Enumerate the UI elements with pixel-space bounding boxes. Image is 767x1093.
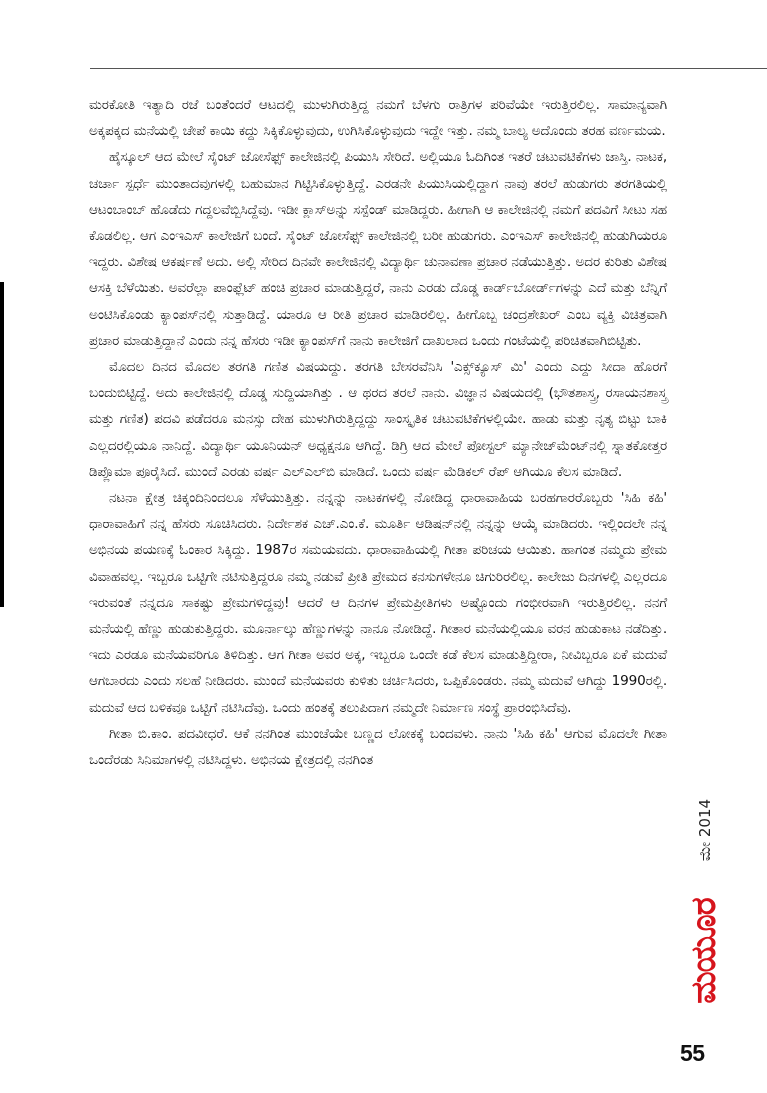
magazine-masthead (680, 770, 728, 1060)
page-number: 55 (680, 1040, 705, 1066)
paragraph-3: ಮೊದಲ ದಿನದ ಮೊದಲ ತರಗತಿ ಗಣಿತ ವಿಷಯದ್ದು. ತರಗತಿ ಬೇಸರವೆನಿಸಿ 'ಎಕ್ಸ್‌ಕ್ಯೂಸ್ ಮಿ' ಎಂದು ಎದ್ದು ಸೀದಾ ಹೊರಗೆ ಬಂದುಬಿಟ್ಟಿದ್ದೆ. ಅದು ಕಾಲೇಜಿನಲ್ಲಿ ದೊಡ್ಡ ಸುದ್ದಿಯಾಗಿತ್ತು . ಆ ಥರದ ತರಲೆ ನಾನು. ವಿಜ್ಞಾನ ವಿಷಯದಲ್ಲಿ (ಭೌತಶಾಸ್ತ್ರ, ರಸಾಯನಶಾಸ್ತ್ರ ಮತ್ತು ಗಣಿತ) ಪದವಿ ಪಡೆದರೂ ಮನಸ್ಸು ದೇಹ ಮುಳುಗಿರುತ್ತಿದ್ದದ್ದು ಸಾಂಸ್ಕೃತಿಕ ಚಟುವಟಿಕೆಗಳಲ್ಲಿಯೇ. ಹಾಡು ಮತ್ತು ನೃತ್ಯ ಬಿಟ್ಟು ಬಾಕಿ ಎಲ್ಲದರಲ್ಲಿಯೂ ನಾನಿದ್ದೆ. ವಿದ್ಯಾರ್ಥಿ ಯೂನಿಯನ್ ಅಧ್ಯಕ್ಷನೂ ಆಗಿದ್ದೆ. ಡಿಗ್ರಿ ಆದ ಮೇಲೆ ಪೋಸ್ಟಲ್ ಮ್ಯಾನೇಜ್‌ಮೆಂಟ್‌ನಲ್ಲಿ ಸ್ನಾತಕೋತ್ತರ ಡಿಪ್ಲೊಮಾ ಪೂರೈಸಿದೆ. ಮುಂದೆ ಎರಡು ವರ್ಷ ಎಲ್‌ಎಲ್‌ಬಿ ಮಾಡಿದೆ. ಒಂದು ವರ್ಷ ಮೆಡಿಕಲ್ ರೆಪ್ ಆಗಿಯೂ ಕೆಲಸ ಮಾಡಿದೆ. (89, 359, 667, 480)
left-margin-bar (0, 282, 4, 607)
issue-month (685, 770, 725, 890)
paragraph-5: ಗೀತಾ ಬಿ.ಕಾಂ. ಪದವೀಧರೆ. ಆಕೆ ನನಗಿಂತ ಮುಂಚೆಯೇ ಬಣ್ಣದ ಲೋಕಕ್ಕೆ ಬಂದವಳು. ನಾನು 'ಸಿಹಿ ಕಹಿ' ಆಗುವ ಮೊದಲೇ ಗೀತಾ ಒಂದೆರಡು ಸಿನಿಮಾಗಳಲ್ಲಿ ನಟಿಸಿದ್ದಳು. ಅಭಿನಯ ಕ್ಷೇತ್ರದಲ್ಲಿ ನನಗಿಂತ (89, 725, 667, 769)
paragraph-2: ಹೈಸ್ಕೂಲ್ ಆದ ಮೇಲೆ ಸೈಂಟ್ ಜೋಸೆಫ್ಸ್ ಕಾಲೇಜಿನಲ್ಲಿ ಪಿಯುಸಿ ಸೇರಿದೆ. ಅಲ್ಲಿಯೂ ಓದಿಗಿಂತ ಇತರೆ ಚಟುವಟಿಕೆಗಳು ಜಾಸ್ತಿ. ನಾಟಕ, ಚರ್ಚಾ ಸ್ಪರ್ಧೆ ಮುಂತಾದವುಗಳಲ್ಲಿ ಬಹುಮಾನ ಗಿಟ್ಟಿಸಿಕೊಳ್ಳುತ್ತಿದ್ದೆ. ಎರಡನೇ ಪಿಯುಸಿಯಲ್ಲಿದ್ದಾಗ ನಾವು ತರಲೆ ಹುಡುಗರು ತರಗತಿಯಲ್ಲಿ ಆಟಂಬಾಂಬ್ ಹೊಡೆದು ಗದ್ದಲವೆಬ್ಬಿಸಿದ್ದೆವು. ಇಡೀ ಕ್ಲಾಸ್‌ಅನ್ನು ಸಸ್ಪೆಂಡ್ ಮಾಡಿದ್ದರು. ಹೀಗಾಗಿ ಆ ಕಾಲೇಜಿನಲ್ಲಿ ನಮಗೆ ಪದವಿಗೆ ಸೀಟು ಸಹ ಕೊಡಲಿಲ್ಲ. ಆಗ ಎಂಇಎಸ್ ಕಾಲೇಜಿಗೆ ಬಂದೆ. ಸೈಂಟ್ ಜೋಸೆಫ್ಸ್ ಕಾಲೇಜಿನಲ್ಲಿ ಬರೀ ಹುಡುಗರು. ಎಂಇಎಸ್ ಕಾಲೇಜಿನಲ್ಲಿ ಹುಡುಗಿಯರೂ ಇದ್ದರು. ವಿಶೇಷ ಆಕರ್ಷಣೆ ಅದು. ಅಲ್ಲಿ ಸೇರಿದ ದಿನವೇ ಕಾಲೇಜಿನಲ್ಲಿ ವಿದ್ಯಾರ್ಥಿ ಚುನಾವಣಾ ಪ್ರಚಾರ ನಡೆಯುತ್ತಿತ್ತು. ಅದರ ಕುರಿತು ವಿಶೇಷ ಆಸಕ್ತಿ ಬೆಳೆಯಿತು. ಅವರೆಲ್ಲಾ ಪಾಂಫ್ಲೆಟ್ ಹಂಚಿ ಪ್ರಚಾರ ಮಾಡುತ್ತಿದ್ದರೆ, ನಾನು ಎರಡು ದೊಡ್ಡ ಕಾರ್ಡ್‌ಬೋರ್ಡ್‌ಗಳನ್ನು ಎದೆ ಮತ್ತು ಬೆನ್ನಿಗೆ ಅಂಟಿಸಿಕೊಂಡು ಕ್ಯಾಂಪಸ್‌ನಲ್ಲಿ ಸುತ್ತಾಡಿದ್ದೆ. ಯಾರೂ ಆ ರೀತಿ ಪ್ರಚಾರ ಮಾಡಿರಲಿಲ್ಲ. ಹೀಗೊಬ್ಬ ಚಂದ್ರಶೇಖರ್ ಎಂಬ ವ್ಯಕ್ತಿ ವಿಚಿತ್ರವಾಗಿ ಪ್ರಚಾರ ಮಾಡುತ್ತಿದ್ದಾನೆ ಎಂದು ನನ್ನ ಹೆಸರು ಇಡೀ ಕ್ಯಾಂಪಸ್‌ಗೆ ನಾನು ಕಾಲೇಜಿಗೆ ದಾಖಲಾದ ಒಂದು ಗಂಟೆಯಲ್ಲಿ ಪರಿಚಿತವಾಗಿಬಿಟ್ಟಿತು. (89, 149, 667, 349)
article-body (89, 92, 667, 773)
header-rule (90, 68, 767, 69)
magazine-logo-text: ಮಯೂರ (684, 898, 724, 1004)
paragraph-1: ಮರಕೋತಿ ಇತ್ಯಾದಿ ರಜೆ ಬಂತೆಂದರೆ ಆಟದಲ್ಲಿ ಮುಳುಗಿರುತ್ತಿದ್ದ ನಮಗೆ ಬೆಳಗು ರಾತ್ರಿಗಳ ಪರಿವೆಯೇ ಇರುತ್ತಿರಲಿಲ್ಲ. ಸಾಮಾನ್ಯವಾಗಿ ಅಕ್ಕಪಕ್ಕದ ಮನೆಯಲ್ಲಿ ಚೇಪೆ ಕಾಯಿ ಕದ್ದು ಸಿಕ್ಕಿಕೊಳ್ಳುವುದು, ಉಗಿಸಿಕೊಳ್ಳುವುದು ಇದ್ದೇ ಇತ್ತು. ನಮ್ಮ ಬಾಲ್ಯ ಅದೊಂದು ತರಹ ವರ್ಣಮಯ. (89, 97, 667, 140)
magazine-logo (680, 888, 728, 1014)
paragraph-4: ನಟನಾ ಕ್ಷೇತ್ರ ಚಿಕ್ಕಂದಿನಿಂದಲೂ ಸೆಳೆಯುತ್ತಿತ್ತು. ನನ್ನನ್ನು ನಾಟಕಗಳಲ್ಲಿ ನೋಡಿದ್ದ ಧಾರಾವಾಹಿಯ ಬರಹಗಾರರೊಬ್ಬರು 'ಸಿಹಿ ಕಹಿ' ಧಾರಾವಾಹಿಗೆ ನನ್ನ ಹೆಸರು ಸೂಚಿಸಿದರು. ನಿರ್ದೇಶಕ ಎಚ್.ಎಂ.ಕೆ. ಮೂರ್ತಿ ಆಡಿಷನ್‌ನಲ್ಲಿ ನನ್ನನ್ನು ಆಯ್ಕೆ ಮಾಡಿದರು. ಇಲ್ಲಿಂದಲೇ ನನ್ನ ಅಭಿನಯ ಪಯಣಕ್ಕೆ ಓಂಕಾರ ಸಿಕ್ಕಿದ್ದು. 1987ರ ಸಮಯವದು. ಧಾರಾವಾಹಿಯಲ್ಲಿ ಗೀತಾ ಪರಿಚಯ ಆಯಿತು. ಹಾಗಂತ ನಮ್ಮದು ಪ್ರೇಮ ವಿವಾಹವಲ್ಲ. ಇಬ್ಬರೂ ಒಟ್ಟಿಗೇ ನಟಿಸುತ್ತಿದ್ದರೂ ನಮ್ಮ ನಡುವೆ ಪ್ರೀತಿ ಪ್ರೇಮದ ಕನಸುಗಳೇನೂ ಚಿಗುರಿರಲಿಲ್ಲ. ಕಾಲೇಜು ದಿನಗಳಲ್ಲಿ ಎಲ್ಲರದೂ ಇರುವಂತೆ ನನ್ನದೂ ಸಾಕಷ್ಟು ಪ್ರೇಮಗಳಿದ್ದವು! ಆದರೆ ಆ ದಿನಗಳ ಪ್ರೇಮಪ್ರೀತಿಗಳು ಅಷ್ಟೊಂದು ಗಂಭೀರವಾಗಿ ಇರುತ್ತಿರಲಿಲ್ಲ. ನನಗೆ ಮನೆಯಲ್ಲಿ ಹೆಣ್ಣು ಹುಡುಕುತ್ತಿದ್ದರು. ಮೂರ್ನಾಲ್ಕು ಹೆಣ್ಣುಗಳನ್ನು ನಾನೂ ನೋಡಿದ್ದೆ. ಗೀತಾರ ಮನೆಯಲ್ಲಿಯೂ ವರನ ಹುಡುಕಾಟ ನಡೆದಿತ್ತು. ಇದು ಎರಡೂ ಮನೆಯವರಿಗೂ ತಿಳಿದಿತ್ತು. ಆಗ ಗೀತಾ ಅವರ ಅಕ್ಕ, ಇಬ್ಬರೂ ಒಂದೇ ಕಡೆ ಕೆಲಸ ಮಾಡುತ್ತಿದ್ದೀರಾ, ನೀವಿಬ್ಬರೂ ಏಕೆ ಮದುವೆ ಆಗಬಾರದು ಎಂದು ಸಲಹೆ ನೀಡಿದರು. ಮುಂದೆ ಮನೆಯವರು ಕುಳಿತು ಚರ್ಚಿಸಿದರು, ಒಪ್ಪಿಕೊಂಡರು. ನಮ್ಮ ಮದುವೆ ಆಗಿದ್ದು 1990ರಲ್ಲಿ. ಮದುವೆ ಆದ ಬಳಿಕವೂ ಒಟ್ಟಿಗೆ ನಟಿಸಿದೆವು. ಒಂದು ಹಂತಕ್ಕೆ ತಲುಪಿದಾಗ ನಮ್ಮದೇ ನಿರ್ಮಾಣ ಸಂಸ್ಥೆ ಪ್ರಾರಂಭಿಸಿದೆವು. (89, 490, 667, 716)
issue-month-text: ಮೇ 2014 (696, 798, 714, 862)
